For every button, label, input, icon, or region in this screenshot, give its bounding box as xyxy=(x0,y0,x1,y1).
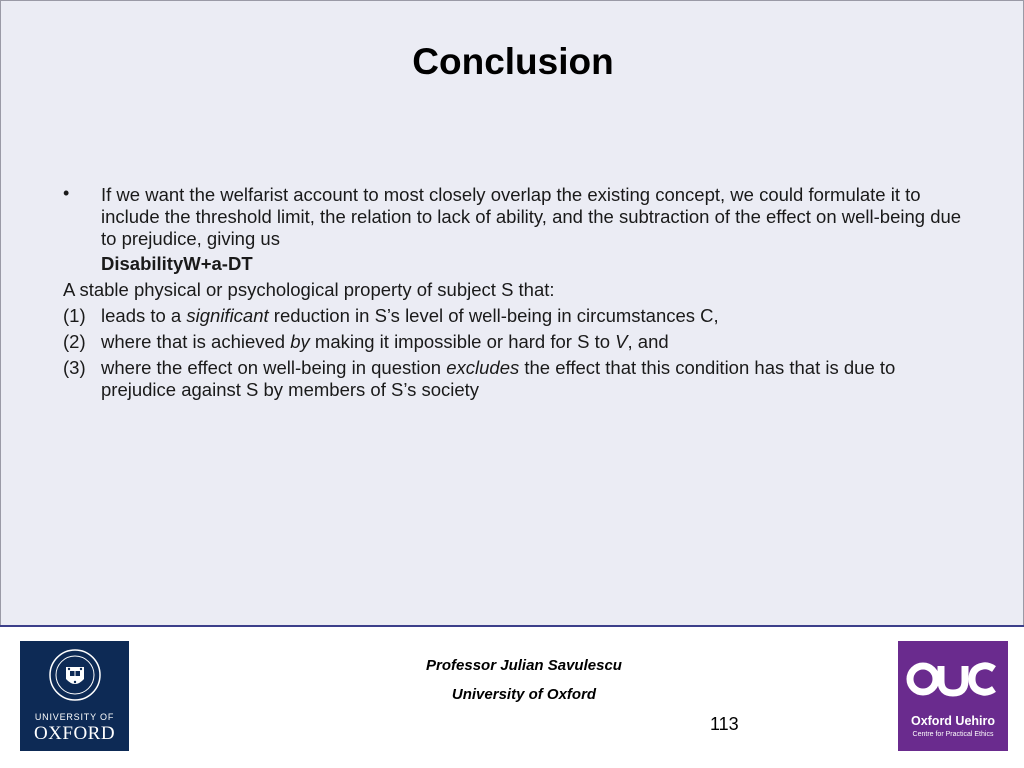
logo-text-line: UNIVERSITY OF xyxy=(34,712,115,722)
condition-text: where that is achieved by making it impossible or hard for S to V, and xyxy=(101,331,669,352)
condition-number: (2) xyxy=(63,331,86,352)
condition-text: leads to a significant reduction in S’s level of well-being in circumstances C, xyxy=(101,305,719,326)
logo-text-line: Centre for Practical Ethics xyxy=(912,731,994,738)
oxford-university-logo xyxy=(20,641,129,751)
condition-emphasis: excludes xyxy=(446,357,520,378)
bullet-text: If we want the welfarist account to most closely overlap the existing concept, we could formulate it to include the threshold limit, the relation to lack of ability, and the subtraction of the effect on well-being due to prejudice, giving us xyxy=(101,184,962,249)
bullet-marker: • xyxy=(63,183,70,203)
oxford-uehiro-logo xyxy=(898,641,1008,751)
condition-number: (1) xyxy=(63,305,86,326)
presenter-name: Professor Julian Savulescu xyxy=(426,657,622,674)
condition-emphasis: V xyxy=(615,331,628,352)
slide-body xyxy=(63,184,973,401)
defined-term: DisabilityW+a-DT xyxy=(101,253,253,274)
condition-item xyxy=(63,331,973,353)
condition-emphasis: significant xyxy=(186,305,269,326)
condition-item xyxy=(63,357,973,401)
definition-intro: A stable physical or psychological property of subject S that: xyxy=(63,279,555,300)
condition-text: where the effect on well-being in question excludes the effect that this condition has that is due to prejudice against S by members of S’s society xyxy=(101,357,896,400)
condition-item xyxy=(63,305,973,327)
uehiro-mark-icon xyxy=(906,655,1000,707)
logo-text-wordmark: Oxford Uehiro xyxy=(910,714,996,728)
condition-emphasis: by xyxy=(290,331,310,352)
oxford-crest-icon xyxy=(48,647,102,705)
page-number: 113 xyxy=(710,714,739,734)
condition-number: (3) xyxy=(63,357,86,378)
slide-title: Conclusion xyxy=(412,41,614,82)
panel-divider xyxy=(0,625,1024,627)
logo-text-wordmark: OXFORD xyxy=(33,723,116,744)
bullet-item xyxy=(63,184,973,250)
presenter-institution: University of Oxford xyxy=(451,686,597,703)
